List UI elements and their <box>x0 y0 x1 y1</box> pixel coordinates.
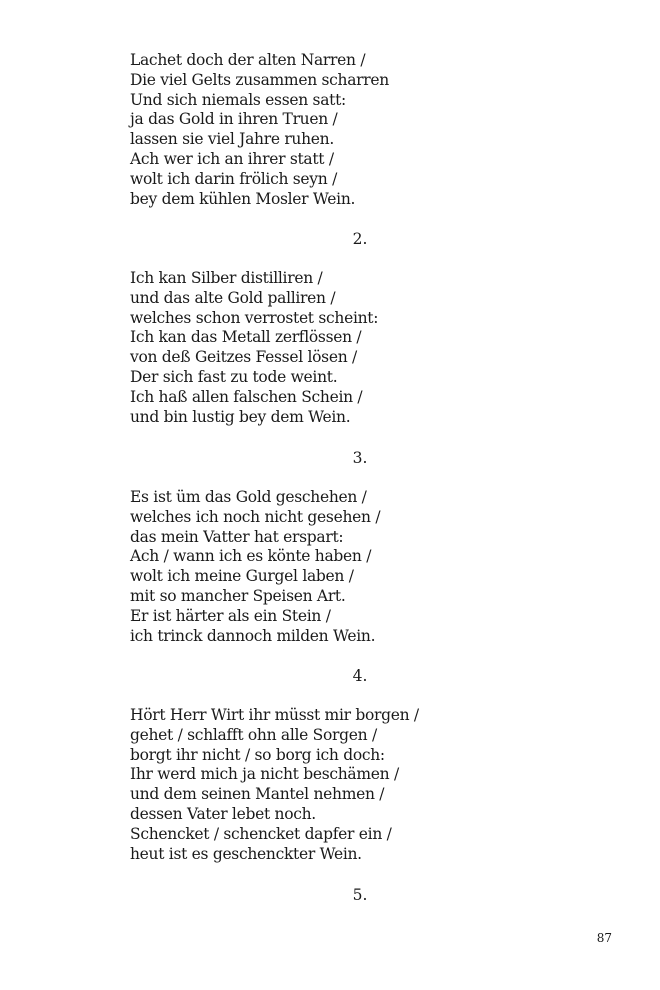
stanza-number: 5. <box>352 886 368 904</box>
verse-line: mit so mancher Speisen Art. <box>130 586 346 605</box>
verse-line: und bin lustig bey dem Wein. <box>130 407 351 426</box>
verse-line: von deß Geitzes Fessel lösen / <box>130 348 357 367</box>
verse-line: Die viel Gelts zusammen scharren <box>130 70 389 89</box>
verse-line: Schencket / schencket dapfer ein / <box>130 824 392 843</box>
verse-line: Ich haß allen falschen Schein / <box>130 387 363 406</box>
verse-line: und dem seinen Mantel nehmen / <box>130 785 385 804</box>
stanza-2 <box>130 269 550 427</box>
verse-line: Ihr werd mich ja nicht beschämen / <box>130 765 399 784</box>
stanza-4 <box>130 706 550 864</box>
verse-line: ich trinck dannoch milden Wein. <box>130 626 376 645</box>
verse-line: das mein Vatter hat erspart: <box>130 527 344 546</box>
verse-line: borgt ihr nicht / so borg ich doch: <box>130 745 385 764</box>
verse-line: Hört Herr Wirt ihr müsst mir borgen / <box>130 706 419 724</box>
verse-line: Ich kan Silber distilliren / <box>130 269 323 287</box>
verse-line: welches ich noch nicht gesehen / <box>130 507 381 526</box>
page-number: 87 <box>596 931 612 945</box>
verse-line: Ich kan das Metall zerflössen / <box>130 328 362 347</box>
verse-line: wolt ich darin frölich seyn / <box>130 169 337 188</box>
stanza-number: 4. <box>352 667 368 685</box>
verse-line: wolt ich meine Gurgel laben / <box>130 567 354 586</box>
verse-line: Es ist üm das Gold geschehen / <box>130 488 367 506</box>
verse-line: heut ist es geschenckter Wein. <box>130 844 362 863</box>
stanza-number: 3. <box>352 449 368 467</box>
verse-line: bey dem kühlen Mosler Wein. <box>130 189 356 208</box>
verse-line: Ach wer ich an ihrer statt / <box>130 149 334 168</box>
verse-line: gehet / schlafft ohn alle Sorgen / <box>130 725 377 744</box>
verse-line: Der sich fast zu tode weint. <box>130 367 338 386</box>
verse-line: ja das Gold in ihren Truen / <box>130 110 338 129</box>
verse-line: dessen Vater lebet noch. <box>130 804 316 823</box>
stanza-3 <box>130 488 550 646</box>
stanza-1 <box>130 51 550 209</box>
verse-line: lassen sie viel Jahre ruhen. <box>130 130 334 149</box>
verse-line: Er ist härter als ein Stein / <box>130 606 331 625</box>
verse-line: welches schon verrostet scheint: <box>130 308 379 327</box>
verse-line: Ach / wann ich es könte haben / <box>130 547 372 566</box>
verse-line: und das alte Gold palliren / <box>130 288 336 307</box>
verse-line: Und sich niemals essen satt: <box>130 90 346 109</box>
stanza-number: 2. <box>352 230 368 248</box>
verse-line: Lachet doch der alten Narren / <box>130 51 366 69</box>
